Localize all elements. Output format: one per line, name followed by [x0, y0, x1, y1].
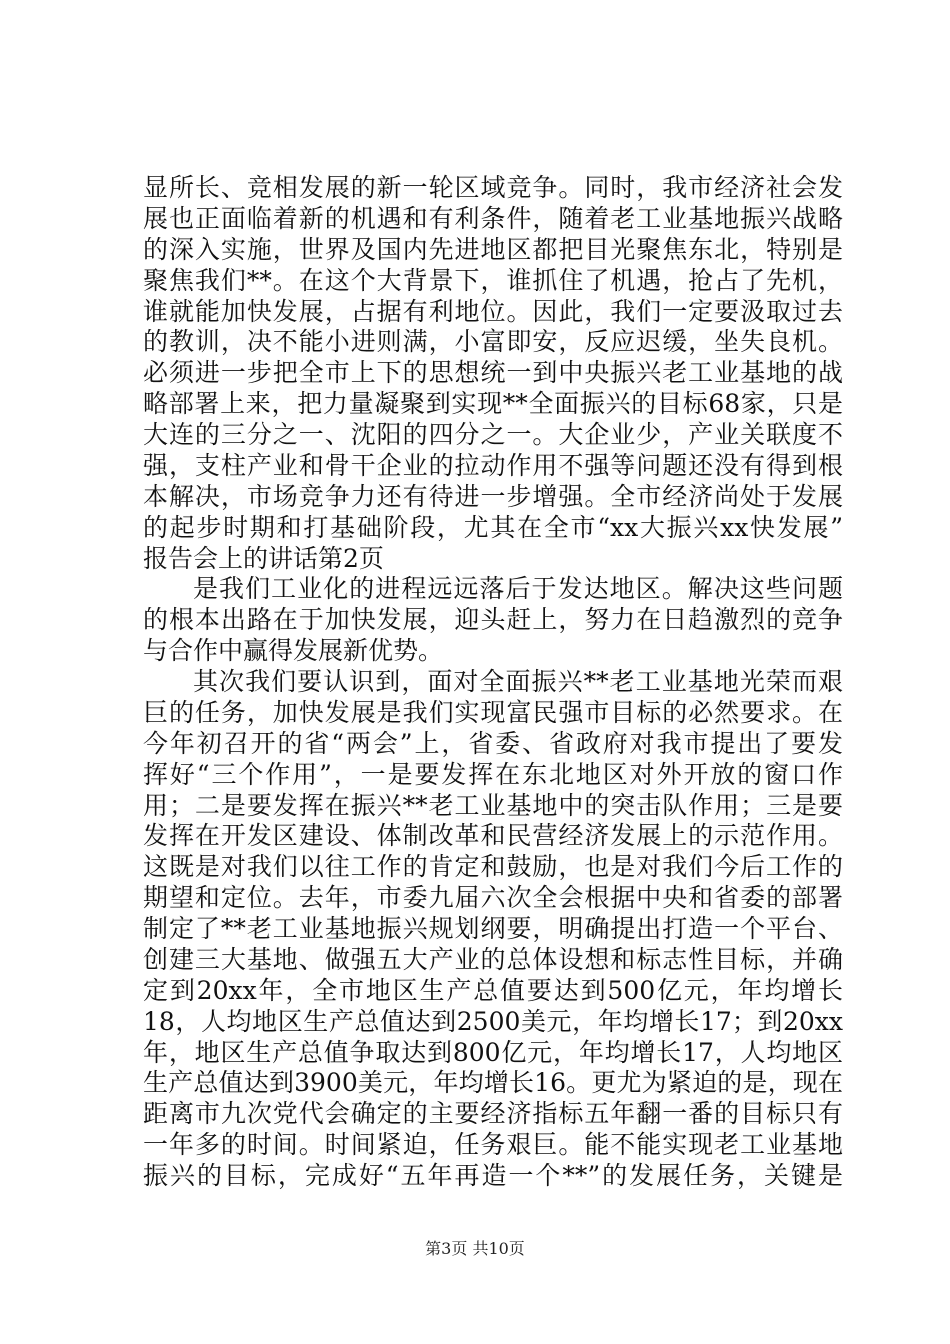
paragraph-3-line-13: 年，地区生产总值争取达到800亿元，年均增长17，人均地区	[143, 1038, 843, 1067]
text-line-10: 强，支柱产业和骨干企业的拉动作用不强等问题还没有得到根	[143, 451, 843, 480]
text-line-1: 显所长、竞相发展的新一轮区域竞争。同时，我市经济社会发	[143, 173, 843, 202]
paragraph-3-line-4: 挥好“三个作用”，一是要发挥在东北地区对外开放的窗口作	[143, 760, 843, 789]
text-line-12: 的起步时期和打基础阶段，尤其在全市“xx大振兴xx快发展”	[143, 513, 843, 542]
paragraph-3-line-17: 振兴的目标，完成好“五年再造一个**”的发展任务，关键是	[143, 1161, 843, 1190]
text-line-9: 大连的三分之一、沈阳的四分之一。大企业少，产业关联度不	[143, 420, 843, 449]
text-line-8: 略部署上来，把力量凝聚到实现**全面振兴的目标68家，只是	[143, 389, 843, 418]
paragraph-3-line-3: 今年初召开的省“两会”上，省委、省政府对我市提出了要发	[143, 729, 843, 758]
text-line-11: 本解决，市场竞争力还有待进一步增强。全市经济尚处于发展	[143, 482, 843, 511]
text-line-5: 谁就能加快发展，占据有利地位。因此，我们一定要汲取过去	[143, 297, 843, 326]
paragraph-3-line-5: 用；二是要发挥在振兴**老工业基地中的突击队作用；三是要	[143, 791, 843, 820]
paragraph-3-line-9: 制定了**老工业基地振兴规划纲要，明确提出打造一个平台、	[143, 914, 843, 943]
paragraph-3-line-16: 一年多的时间。时间紧迫，任务艰巨。能不能实现老工业基地	[143, 1130, 843, 1159]
paragraph-2-line-2: 的根本出路在于加快发展，迎头赶上，努力在日趋激烈的竞争	[143, 605, 843, 634]
text-line-13: 报告会上的讲话第2页	[143, 544, 384, 573]
paragraph-3-line-1: 其次我们要认识到，面对全面振兴**老工业基地光荣而艰	[193, 667, 843, 696]
paragraph-3-line-6: 发挥在开发区建设、体制改革和民营经济发展上的示范作用。	[143, 821, 843, 850]
text-line-6: 的教训，决不能小进则满，小富即安，反应迟缓，坐失良机。	[143, 327, 843, 356]
paragraph-2-line-1: 是我们工业化的进程远远落后于发达地区。解决这些问题	[193, 574, 843, 603]
text-line-7: 必须进一步把全市上下的思想统一到中央振兴老工业基地的战	[143, 358, 843, 387]
paragraph-3-line-11: 定到20xx年，全市地区生产总值要达到500亿元，年均增长	[143, 976, 843, 1005]
paragraph-3-line-10: 创建三大基地、做强五大产业的总体设想和标志性目标，并确	[143, 945, 843, 974]
paragraph-3-line-12: 18，人均地区生产总值达到2500美元，年均增长17；到20xx	[143, 1007, 843, 1036]
paragraph-3-line-8: 期望和定位。去年，市委九届六次全会根据中央和省委的部署	[143, 883, 843, 912]
page-footer: 第3页 共10页	[425, 1239, 525, 1258]
text-line-4: 聚焦我们**。在这个大背景下，谁抓住了机遇，抢占了先机，	[143, 266, 843, 295]
paragraph-3-line-14: 生产总值达到3900美元，年均增长16。更尤为紧迫的是，现在	[143, 1068, 843, 1097]
paragraph-3-line-15: 距离市九次党代会确定的主要经济指标五年翻一番的目标只有	[143, 1099, 843, 1128]
paragraph-3-line-7: 这既是对我们以往工作的肯定和鼓励，也是对我们今后工作的	[143, 852, 843, 881]
text-line-2: 展也正面临着新的机遇和有利条件，随着老工业基地振兴战略	[143, 204, 843, 233]
text-line-3: 的深入实施，世界及国内先进地区都把目光聚焦东北，特别是	[143, 235, 843, 264]
paragraph-3-line-2: 巨的任务，加快发展是我们实现富民强市目标的必然要求。在	[143, 698, 843, 727]
paragraph-2-line-3: 与合作中赢得发展新优势。	[143, 636, 444, 665]
